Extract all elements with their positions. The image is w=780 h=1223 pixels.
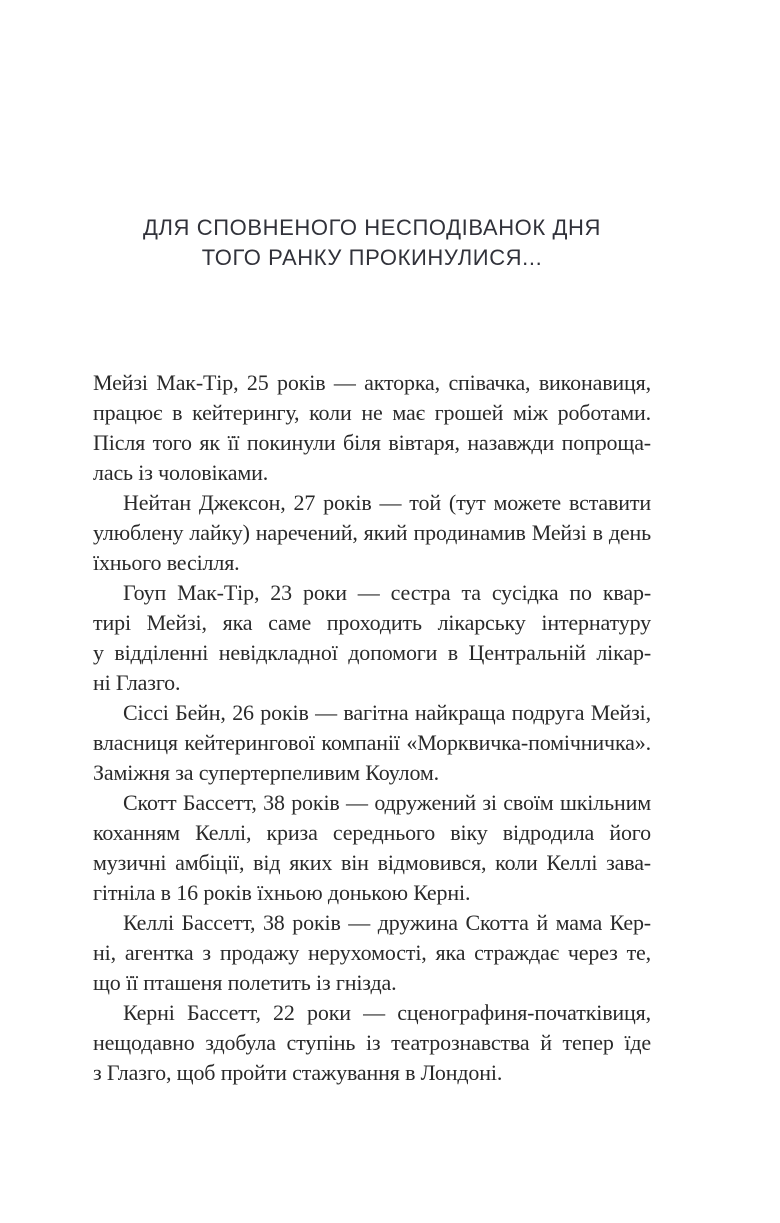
- paragraph: [93, 788, 651, 908]
- text-line: коханням Келлі, криза середнього віку відродила його: [93, 820, 651, 845]
- text-line: ні Глазго.: [93, 670, 181, 695]
- body-text: [93, 368, 651, 1088]
- paragraph: [93, 488, 651, 578]
- text-line: гітніла в 16 років їхньою донькою Керні.: [93, 880, 471, 905]
- text-line: музичні амбіції, від яких він відмовився, коли Келлі зава-: [93, 850, 651, 875]
- paragraph: [93, 578, 651, 698]
- text-line: Керні Бассетт, 22 роки — сценографиня-початківиця,: [123, 1000, 651, 1025]
- text-line: нещодавно здобула ступінь із театрознавства й тепер їде: [93, 1030, 651, 1055]
- text-line: власниця кейтерингової компанії «Морквичка-помічничка».: [93, 730, 651, 755]
- text-line: Після того як її покинули біля вівтаря, назавжди попроща-: [93, 430, 651, 455]
- text-line: Мейзі Мак-Тір, 25 років — акторка, співачка, виконавиця,: [93, 370, 651, 395]
- text-line: їхнього весілля.: [93, 550, 240, 575]
- text-line: ні, агентка з продажу нерухомості, яка страждає через те,: [93, 940, 651, 965]
- paragraph: [93, 698, 651, 788]
- paragraph: [93, 998, 651, 1088]
- chapter-heading-line-1: ДЛЯ СПОВНЕНОГО НЕСПОДІВАНОК ДНЯ: [142, 215, 601, 240]
- text-line: Келлі Бассетт, 38 років — дружина Скотта й мама Кер-: [123, 910, 651, 935]
- paragraph: [93, 908, 651, 998]
- text-line: Заміжня за супертерпеливим Коулом.: [93, 760, 439, 785]
- text-line: у відділенні невідкладної допомоги в Центральній лікар-: [93, 640, 651, 665]
- text-line: улюблену лайку) наречений, який продинамив Мейзі в день: [93, 520, 651, 545]
- text-line: Нейтан Джексон, 27 років — той (тут можете вставити: [123, 490, 651, 515]
- paragraph: [93, 368, 651, 488]
- text-line: працює в кейтерингу, коли не має грошей між роботами.: [93, 400, 651, 425]
- text-line: Сіссі Бейн, 26 років — вагітна найкраща подруга Мейзі,: [123, 700, 651, 725]
- text-line: лась із чоловіками.: [93, 460, 269, 485]
- text-line: що її пташеня полетить із гнізда.: [93, 970, 397, 995]
- text-line: Гоуп Мак-Тір, 23 роки — сестра та сусідка по квар-: [123, 580, 651, 605]
- text-line: тирі Мейзі, яка саме проходить лікарську інтернатуру: [93, 610, 651, 635]
- text-line: з Глазго, щоб пройти стажування в Лондоні.: [93, 1060, 503, 1085]
- chapter-heading: [93, 213, 651, 273]
- chapter-heading-line-2: ТОГО РАНКУ ПРОКИНУЛИСЯ...: [201, 245, 543, 270]
- text-line: Скотт Бассетт, 38 років — одружений зі своїм шкільним: [123, 790, 651, 815]
